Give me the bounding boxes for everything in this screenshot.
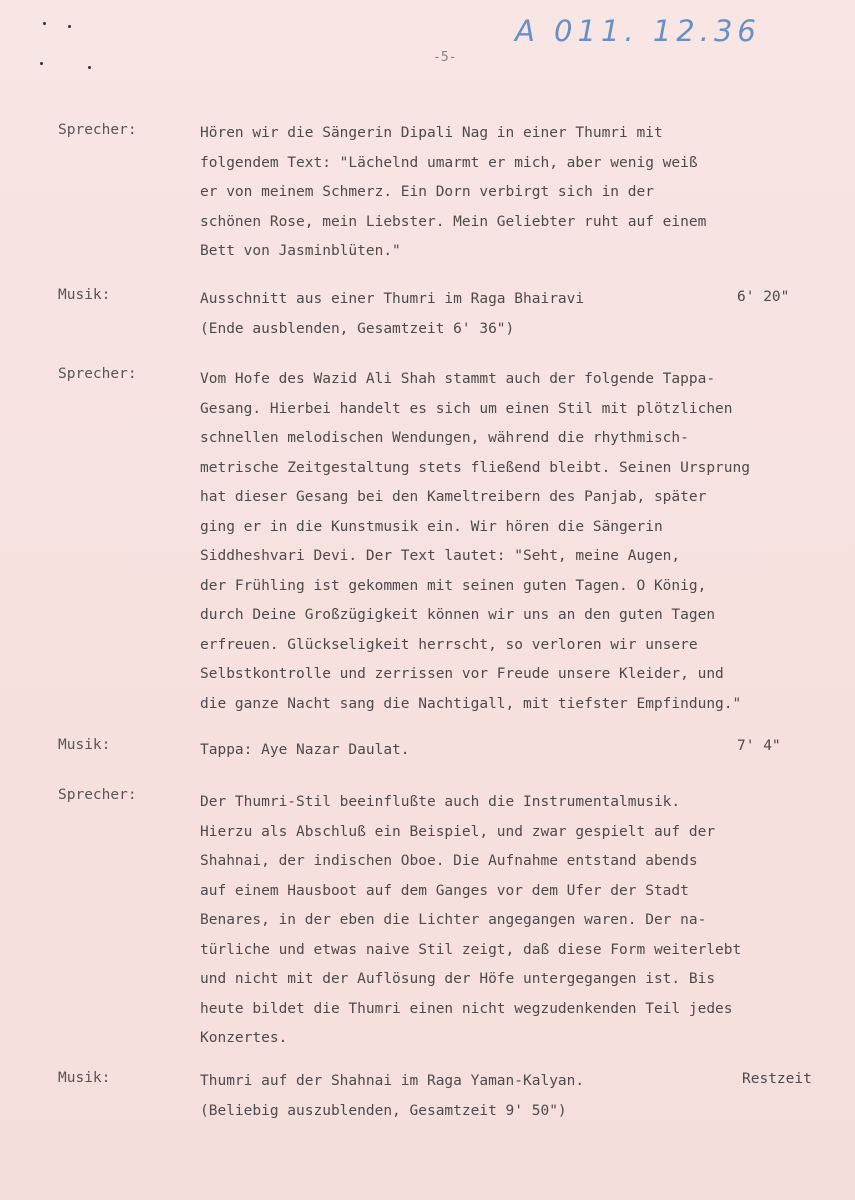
text-line: er von meinem Schmerz. Ein Dorn verbirgt sich in der (200, 184, 654, 200)
music-text (200, 1067, 770, 1126)
text-line: Bett von Jasminblüten." (200, 243, 401, 259)
duration: Restzeit (742, 1071, 812, 1087)
duration: 6' 20" (737, 289, 790, 305)
text-line: türliche und etwas naive Stil zeigt, daß diese Form weiterlebt (200, 941, 742, 958)
duration: 7' 4" (737, 738, 781, 754)
music-text (200, 285, 770, 344)
text-line: Vom Hofe des Wazid Ali Shah stammt auch der folgende Tappa- (200, 371, 716, 387)
text-line: Der Thumri-Stil beeinflußte auch die Instrumentalmusik. (200, 794, 681, 810)
text-line: folgendem Text: "Lächelnd umarmt er mich, aber wenig weiß (200, 154, 698, 171)
stray-mark (40, 62, 43, 65)
text-line: heute bildet die Thumri einen nicht wegzudenkenden Teil jedes (200, 1000, 733, 1017)
text-line: die ganze Nacht sang die Nachtigall, mit tiefster Empfindung." (200, 695, 742, 712)
text-line: Siddheshvari Devi. Der Text lautet: "Seht, meine Augen, (200, 548, 681, 564)
text-line: Hören wir die Sängerin Dipali Nag in einer Thumri mit (200, 125, 663, 141)
text-line: ging er in die Kunstmusik ein. Wir hören die Sängerin (200, 518, 663, 535)
text-line: metrische Zeitgestaltung stets fließend bleibt. Seinen Ursprung (200, 459, 750, 476)
archive-number: A 011. 12.36 (515, 14, 761, 48)
page-number: -5- (433, 50, 457, 65)
text-line: auf einem Hausboot auf dem Ganges vor dem Ufer der Stadt (200, 882, 689, 899)
text-line: Shahnai, der indischen Oboe. Die Aufnahme entstand abends (200, 853, 698, 869)
speaker-text (200, 365, 780, 719)
text-line: und nicht mit der Auflösung der Höfe untergegangen ist. Bis (200, 971, 716, 987)
speaker-label: Sprecher: (58, 122, 137, 138)
text-line: (Ende ausblenden, Gesamtzeit 6' 36") (200, 320, 515, 337)
text-line: Benares, in der eben die Lichter angegangen waren. Der na- (200, 912, 707, 928)
speaker-text (200, 119, 770, 267)
text-line: Gesang. Hierbei handelt es sich um einen Stil mit plötzlichen (200, 400, 733, 417)
speaker-label: Musik: (58, 737, 111, 753)
text-line: der Frühling ist gekommen mit seinen guten Tagen. O König, (200, 577, 707, 594)
text-line: hat dieser Gesang bei den Kameltreibern des Panjab, später (200, 489, 707, 505)
text-line: Hierzu als Abschluß ein Beispiel, und zwar gespielt auf der (200, 823, 716, 840)
text-line: Konzertes. (200, 1030, 288, 1046)
text-line: (Beliebig auszublenden, Gesamtzeit 9' 50") (200, 1102, 567, 1119)
speaker-label: Musik: (58, 287, 111, 303)
text-line: Tappa: Aye Nazar Daulat. (200, 742, 410, 758)
speaker-label: Musik: (58, 1070, 111, 1086)
text-line: Selbstkontrolle und zerrissen vor Freude unsere Kleider, und (200, 666, 724, 682)
speaker-label: Sprecher: (58, 787, 137, 803)
speaker-text (200, 788, 780, 1054)
text-line: durch Deine Großzügigkeit können wir uns an den guten Tagen (200, 607, 716, 623)
speaker-label: Sprecher: (58, 366, 137, 382)
text-line: schnellen melodischen Wendungen, während die rhythmisch- (200, 430, 689, 446)
text-line: schönen Rose, mein Liebster. Mein Geliebter ruht auf einem (200, 213, 707, 230)
text-line: erfreuen. Glückseligkeit herrscht, so verloren wir unsere (200, 636, 698, 653)
stray-mark (43, 22, 46, 25)
stray-mark (68, 25, 71, 28)
text-line: Thumri auf der Shahnai im Raga Yaman-Kalyan. (200, 1073, 585, 1089)
text-line: Ausschnitt aus einer Thumri im Raga Bhairavi (200, 291, 585, 307)
stray-mark (88, 66, 91, 69)
music-text (200, 736, 770, 766)
